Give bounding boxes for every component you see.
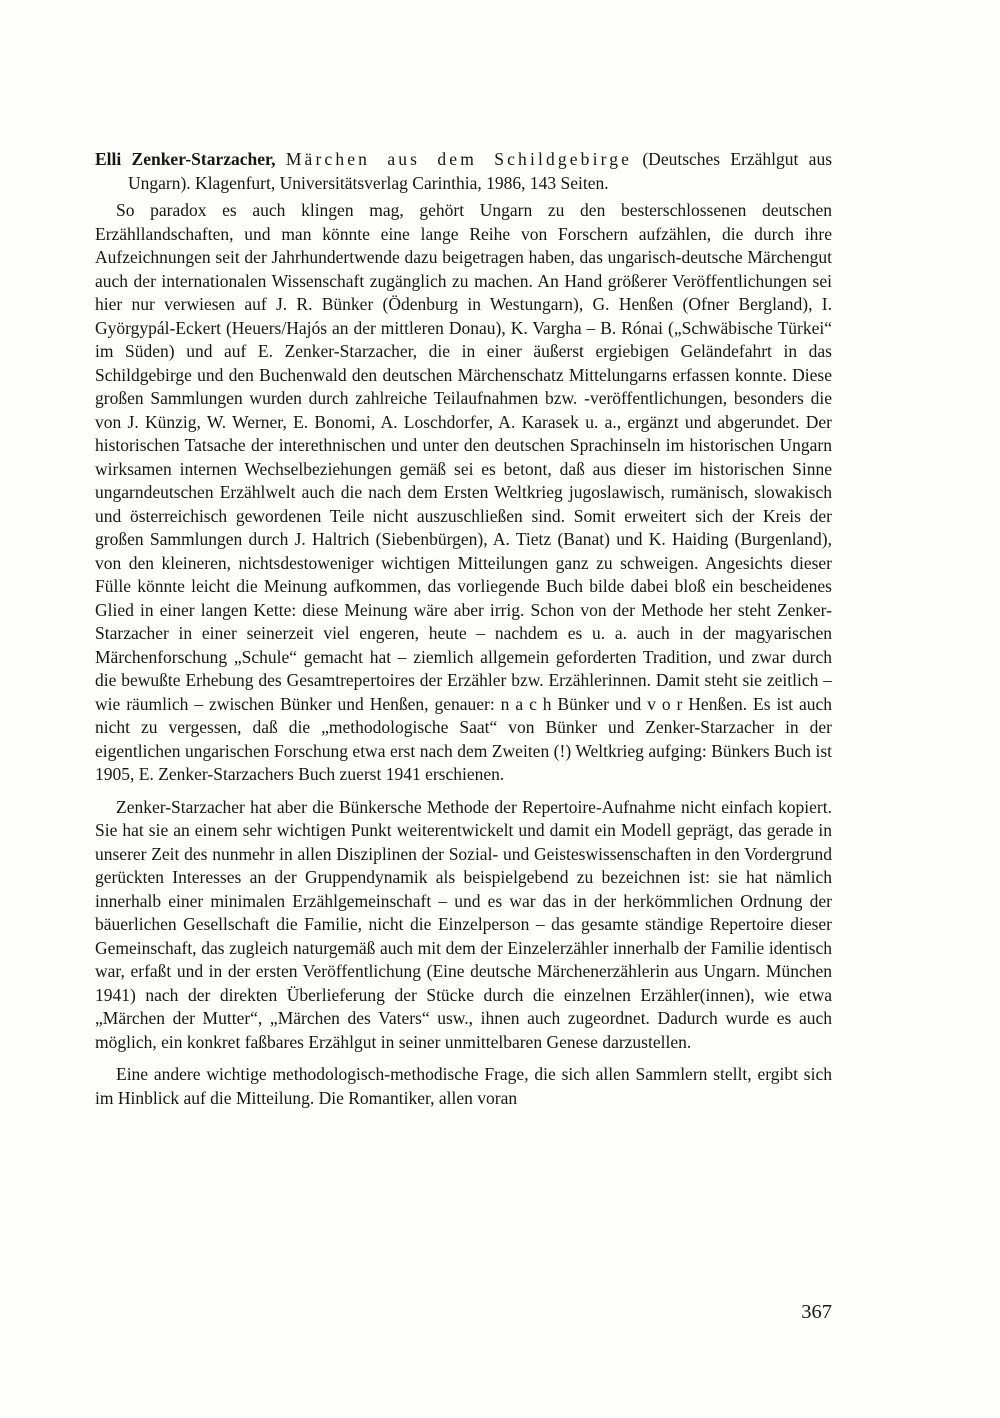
publication-info: (Deutsches Erzählgut aus Ungarn). Klagenfurt, Universitätsverlag Carinthia, 1986, 143 Seiten. [128, 149, 833, 193]
review-paragraph-2: Zenker-Starzacher hat aber die Bünkersche Methode der Repertoire-Aufnahme nicht einfach kopiert. Sie hat sie an einem sehr wichtigen Punkt weiterentwickelt und damit ein Modell geprägt, das gerade in unserer Zeit des nunmehr in allen Disziplinen der Sozial- und Geisteswissenschaften in den Vordergrund gerückten Interesses an der Gruppendynamik als beispielgebend zu bezeichnen ist: sie hat nämlich innerhalb einer minimalen Erzählgemeinschaft – und es war das in der herkömmlichen Ordnung der bäuerlichen Gesellschaft die Familie, nicht die Einzelperson – das gesamte ständige Repertoire dieser Gemeinschaft, das zugleich naturgemäß auch mit dem der Einzelerzähler innerhalb der Familie identisch war, erfaßt und in der ersten Veröffentlichung (Eine deutsche Märchenerzählerin aus Ungarn. München 1941) nach der direkten Überlieferung der Stücke durch die einzelnen Erzähler(innen), wie etwa „Märchen der Mutter“, „Märchen des Vaters“ usw., ihnen auch zugeordnet. Dadurch wurde es auch möglich, ein konkret faßbares Erzählgut in seiner unmittelbaren Genese darzustellen. [95, 796, 832, 1052]
page-number: 367 [801, 1301, 832, 1323]
book-title: Märchen aus dem Schildgebirge [285, 149, 633, 169]
book-author: Elli Zenker-Starzacher, [95, 149, 276, 169]
review-paragraph-1: So paradox es auch klingen mag, gehört Ungarn zu den besterschlossenen deutschen Erzähllandschaften, und man könnte eine lange Reihe von Forschern aufzählen, die durch ihre Aufzeichnungen seit der Jahrhundertwende dazu beigetragen haben, das ungarisch-deutsche Märchengut auch der internationalen Wissenschaft zugänglich zu machen. An Hand größerer Veröffentlichungen sei hier nur verwiesen auf J. R. Bünker (Ödenburg in Westungarn), G. Henßen (Ofner Bergland), I. Györgypál-Eckert (Heuers/Hajós an der mittleren Donau), K. Vargha – B. Rónai („Schwäbische Türkei“ im Süden) und auf E. Zenker-Starzacher, die in einer äußerst ergiebigen Geländefahrt in das Schildgebirge und den Buchenwald den deutschen Märchenschatz Mittelungarns erfassen konnte. Diese großen Sammlungen wurden durch zahlreiche Teilaufnahmen bzw. -veröffentlichungen, besonders die von J. Künzig, W. Werner, E. Bonomi, A. Loschdorfer, A. Karasek u. a., ergänzt und abgerundet. Der historischen Tatsache der interethnischen und unter den deutschen Sprachinseln im historischen Ungarn wirksamen internen Wechselbeziehungen gemäß sei es betont, daß aus dieser im historischen Sinne ungarndeutschen Erzählwelt auch die nach dem Ersten Weltkrieg jugoslawisch, rumänisch, slowakisch und österreichisch gewordenen Teile nicht auszuschließen sind. Somit erweitert sich der Kreis der großen Sammlungen durch J. Haltrich (Siebenbürgen), A. Tietz (Banat) und K. Haiding (Burgenland), von den kleineren, nichtsdestoweniger wichtigen Mitteilungen ganz zu schweigen. Angesichts dieser Fülle könnte leicht die Meinung aufkommen, das vorliegende Buch bilde dabei bloß ein bescheidenes Glied in einer langen Kette: diese Meinung wäre aber irrig. Schon von der Methode her steht Zenker-Starzacher in einer seinerzeit viel engeren, heute – nachdem es u. a. auch in der magyarischen Märchenforschung „Schule“ gemacht hat – ziemlich allgemein geforderten Tradition, und zwar durch die bewußte Erhebung des Gesamtrepertoires der Erzähler bzw. Erzählerinnen. Damit steht sie zeitlich – wie räumlich – zwischen Bünker und Henßen, genauer: n a c h Bünker und v o r Henßen. Es ist auch nicht zu vergessen, daß die „methodologische Saat“ von Bünker und Zenker-Starzacher in der eigentlichen ungarischen Forschung etwa erst nach dem Zweiten (!) Weltkrieg aufging: Bünkers Buch ist 1905, E. Zenker-Starzachers Buch zuerst 1941 erschienen. [95, 200, 832, 784]
review-paragraph-3: Eine andere wichtige methodologisch-methodische Frage, die sich allen Sammlern stellt, ergibt sich im Hinblick auf die Mitteilung. Die Romantiker, allen voran [95, 1064, 832, 1108]
bibliographic-heading [95, 148, 832, 195]
text-block [95, 148, 832, 1110]
